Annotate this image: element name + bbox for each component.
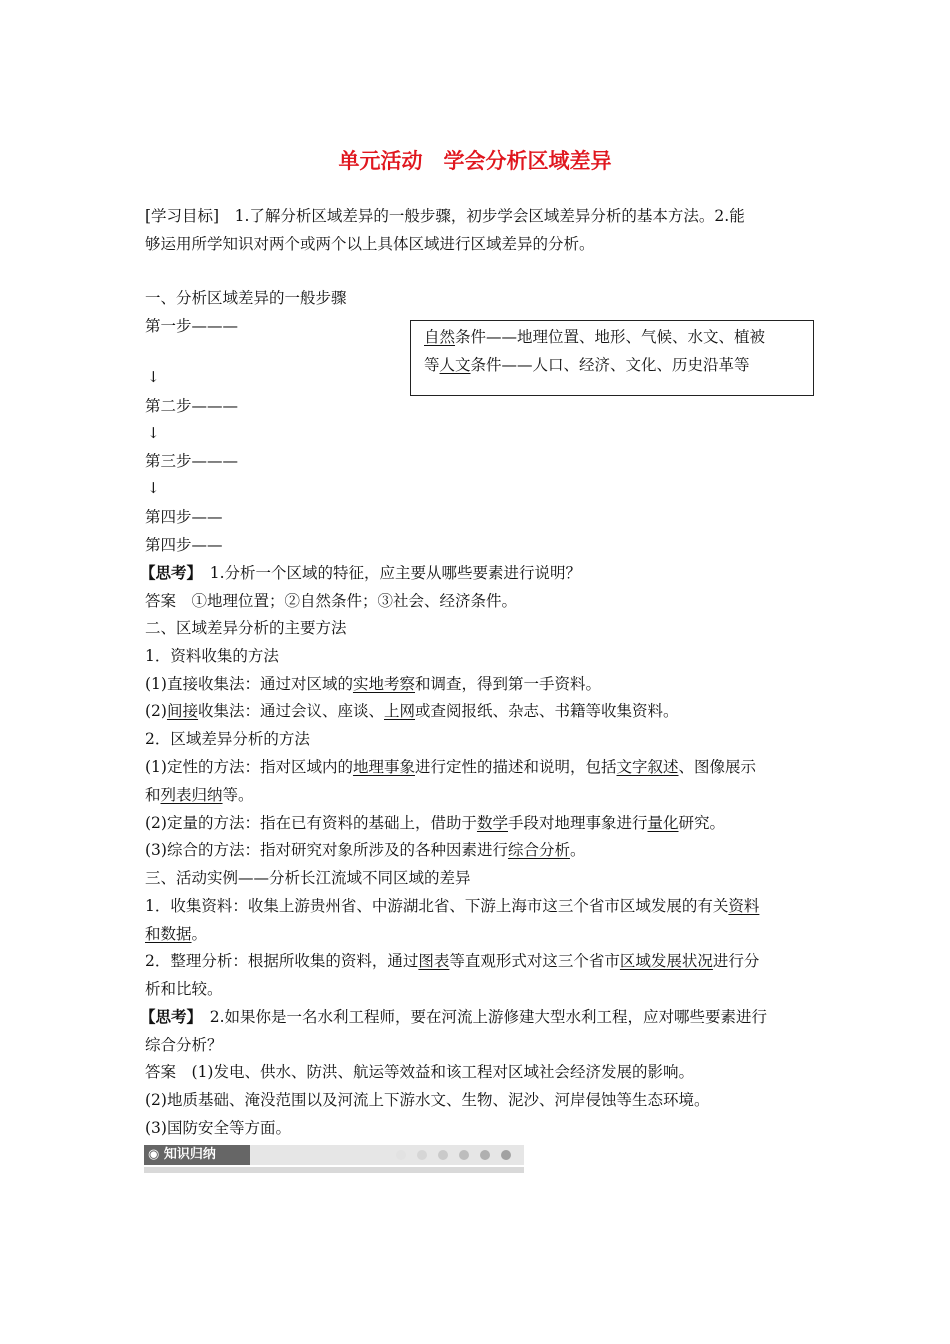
text: 进行分 [712,952,760,970]
key-term: 综合分析 [507,841,570,859]
objectives-line-2: 够运用所学知识对两个或两个以上具体区域进行区域差异的分析。 [145,235,595,253]
answer-label: 答案 [145,1063,177,1081]
think2-answer-2: (2)地质基础、淹没范围以及河流上下游水文、生物、泥沙、河岸侵蚀等生态环境。 [145,1091,710,1109]
text: 收集法：通过会议、座谈、 [197,702,384,720]
key-term: 区域发展状况 [619,952,713,970]
key-term: 上网 [384,702,416,720]
conditions-box [410,320,814,396]
key-term: 数学 [476,814,508,832]
section3-heading: 三、活动实例——分析长江流域不同区域的差异 [145,869,471,887]
text: (2)定量的方法：指在已有资料的基础上，借助于 [145,814,477,832]
natural-term: 自然 [424,328,456,346]
method-quantitative [145,813,725,833]
key-term: 实地考察 [352,675,415,693]
activity-step1-cont [145,924,207,944]
think2-text: 2.如果你是一名水利工程师，要在河流上游修建大型水利工程，应对哪些要素进行 [194,1008,768,1026]
text: (2) [145,702,167,720]
method-qualitative [145,757,756,777]
think1-question [140,563,581,583]
page-title: 单元活动 学会分析区域差异 [338,149,612,173]
think2-label: 【思考】 [140,1007,195,1026]
text: 、图像展示 [678,758,757,776]
answer-text: (1)发电、供水、防洪、航运等效益和该工程对区域社会经济发展的影响。 [176,1063,694,1081]
text: 研究。 [678,814,726,832]
think2-question [140,1007,767,1027]
method-comprehensive [145,840,586,860]
key-term: 地理事象 [352,758,415,776]
text: 等。 [222,786,254,804]
key-term: 量化 [647,814,679,832]
key-term: 列表归纳 [160,786,223,804]
natural-desc: 条件——地理位置、地形、气候、水文、植被 [455,328,766,346]
text: 2．整理分析：根据所收集的资料，通过 [145,952,419,970]
activity-step2-cont: 析和比较。 [145,980,223,998]
banner-dot-icon [438,1150,448,1160]
key-term: 资料 [728,897,760,915]
human-desc: 条件——人口、经济、文化、历史沿革等 [470,356,750,374]
text: 。 [191,925,208,943]
step-1: 第一步——— [145,317,239,335]
down-arrow-icon: ↓ [147,479,160,497]
knowledge-summary-banner [144,1145,524,1175]
step-3: 第三步——— [145,452,239,470]
key-term: 图表 [418,952,450,970]
text: 。 [569,841,586,859]
think2-answer-3: (3)国防安全等方面。 [145,1119,291,1137]
text: 或查阅报纸、杂志、书籍等收集资料。 [415,702,679,720]
method-qualitative-cont [145,785,254,805]
answer-text: ①地理位置；②自然条件；③社会、经济条件。 [176,592,518,610]
collect-indirect [145,701,679,721]
think1-text: 1.分析一个区域的特征，应主要从哪些要素进行说明？ [194,564,582,582]
banner-underline [144,1167,524,1173]
text: 和调查，得到第一手资料。 [414,675,601,693]
text: (3)综合的方法：指对研究对象所涉及的各种因素进行 [145,841,508,859]
text: 和 [145,786,161,804]
step-4: 第四步—— [145,508,223,526]
think2-answer-1 [145,1062,694,1082]
text: 1．收集资料：收集上游贵州省、中游湖北省、下游上海市这三个省市区域发展的有关 [145,897,729,915]
human-term: 人文 [439,356,471,374]
text: 手段对地理事象进行 [507,814,648,832]
text: (1)定性的方法：指对区域内的 [145,758,353,776]
objectives-label: [学习目标] [145,207,220,225]
text: 等直观形式对这三个省市 [449,952,620,970]
banner-dot-icon [501,1150,511,1160]
activity-step2 [145,951,759,971]
down-arrow-icon: ↓ [147,424,160,442]
banner-dot-icon [417,1150,427,1160]
step-4-repeat: 第四步—— [145,536,223,554]
think2-question-cont: 综合分析？ [145,1036,223,1054]
box-prefix: 等 [424,356,440,374]
banner-dot-icon [480,1150,490,1160]
banner-dot-icon [459,1150,469,1160]
banner-dot-icon [396,1150,406,1160]
section2-sub1: 1．资料收集的方法 [145,647,279,665]
think1-answer [145,591,517,611]
box-line-natural [424,327,765,347]
step-2: 第二步——— [145,397,239,415]
key-term: 文字叙述 [616,758,679,776]
box-line-human [424,355,750,375]
answer-label: 答案 [145,592,177,610]
objectives-line-1 [145,206,745,226]
collect-direct [145,674,601,694]
section1-heading: 一、分析区域差异的一般步骤 [145,289,347,307]
banner-label: ◉ 知识归纳 [144,1145,250,1165]
objectives-text: 1.了解分析区域差异的一般步骤，初步学会区域差异分析的基本方法。2.能 [219,207,745,225]
section2-heading: 二、区域差异分析的主要方法 [145,619,347,637]
key-term: 间接 [166,702,198,720]
activity-step1 [145,896,759,916]
section2-sub2: 2．区域差异分析的方法 [145,730,310,748]
text: 进行定性的描述和说明，包括 [414,758,617,776]
think1-label: 【思考】 [140,563,195,582]
key-term: 和数据 [145,925,192,943]
down-arrow-icon: ↓ [147,368,160,386]
text: (1)直接收集法：通过对区域的 [145,675,353,693]
